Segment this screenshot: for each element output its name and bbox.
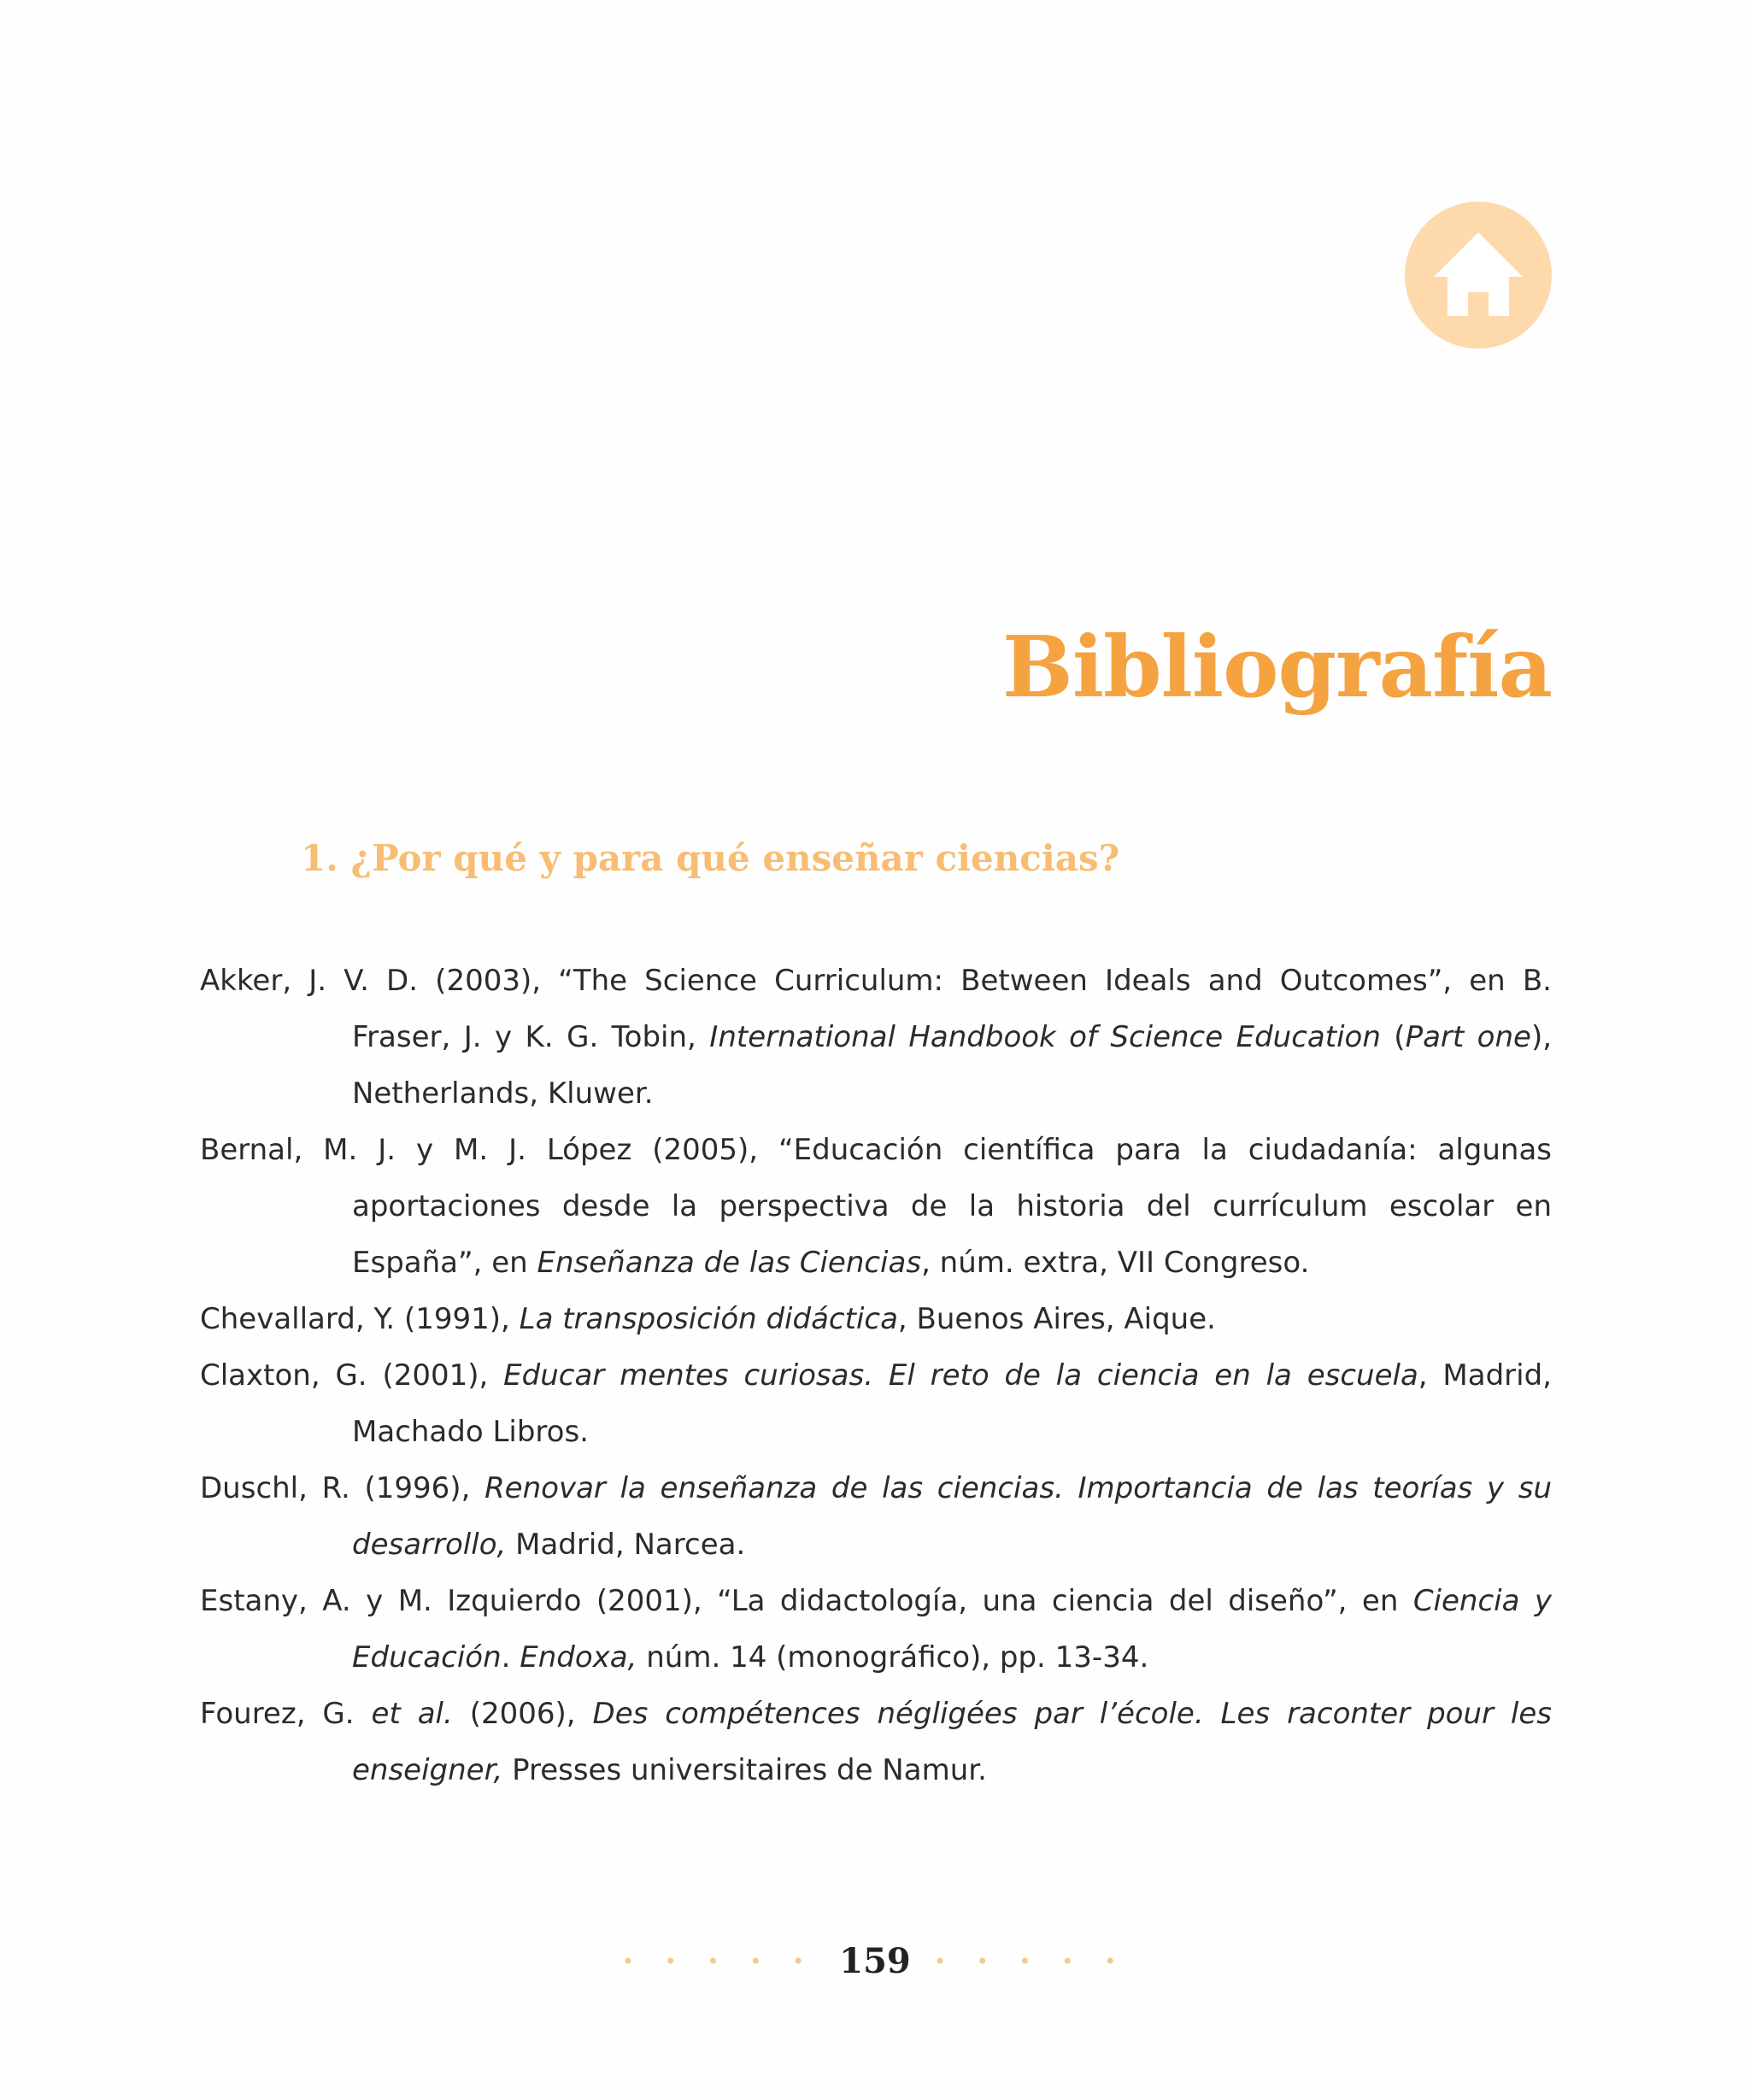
footer-dots-left: • • • • • <box>621 1949 817 1974</box>
reference-text: Presses universitaires de Namur. <box>502 1753 987 1787</box>
reference-entry <box>200 1686 1552 1798</box>
reference-text: , Buenos Aires, Aique. <box>897 1302 1216 1336</box>
page-footer <box>0 1941 1750 1992</box>
reference-title-text: International Handbook of Science Education <box>709 1020 1381 1054</box>
reference-entry <box>200 1291 1552 1347</box>
reference-text: . <box>501 1640 520 1675</box>
reference-text: Fourez, G. <box>200 1697 372 1731</box>
reference-entry <box>200 1460 1552 1573</box>
reference-title-text: Endoxa, <box>520 1640 637 1675</box>
reference-text: Chevallard, Y. (1991), <box>200 1302 520 1336</box>
reference-text: (2006), <box>452 1697 593 1731</box>
reference-entry <box>200 953 1552 1122</box>
reference-text: Madrid, Narcea. <box>506 1528 746 1562</box>
reference-text: ), Netherlands, Kluwer. <box>352 1020 1553 1111</box>
reference-title-text: Renovar la enseñanza de las ciencias. Importancia de las teorías y su desarrollo, <box>352 1471 1553 1562</box>
page-number: 159 <box>839 1941 911 1981</box>
reference-text: Duschl, R. (1996), <box>200 1471 485 1505</box>
reference-title-text: La transposición didáctica <box>519 1302 898 1336</box>
reference-text: Estany, A. y M. Izquierdo (2001), “La didactología, una ciencia del diseño”, en <box>200 1584 1413 1618</box>
page-title: Bibliografía <box>1002 619 1552 717</box>
footer-dots-right: • • • • • <box>933 1949 1129 1974</box>
home-icon <box>1405 202 1552 349</box>
reference-text: núm. 14 (monográfico), pp. 13-34. <box>637 1640 1149 1675</box>
reference-text: Claxton, G. (2001), <box>200 1358 504 1393</box>
reference-text: Bernal, M. J. y M. J. López (2005), “Educación científica para la ciudadanía: algunas aportaciones desde la perspectiva de la historia del currículum escolar en España”, en <box>200 1133 1552 1280</box>
reference-text: , núm. extra, VII Congreso. <box>921 1246 1310 1280</box>
reference-title-text: Enseñanza de las Ciencias <box>537 1246 922 1280</box>
section-title: 1. ¿Por qué y para qué enseñar ciencias? <box>301 837 1120 879</box>
reference-entry <box>200 1347 1552 1460</box>
reference-entry <box>200 1573 1552 1686</box>
reference-text: Akker, J. V. D. (2003), “The Science Curriculum: Between Ideals and Outcomes”, en B. Fraser, J. y K. G. Tobin, <box>200 964 1552 1054</box>
reference-title-text: Des compétences négligées par l’école. Les raconter pour les enseigner, <box>352 1697 1553 1787</box>
reference-list <box>200 953 1552 1798</box>
reference-title-text: Educar mentes curiosas. El reto de la ciencia en la escuela <box>503 1358 1418 1393</box>
reference-text: ( <box>1380 1020 1406 1054</box>
reference-entry <box>200 1122 1552 1291</box>
reference-title-text: Part one <box>1405 1020 1531 1054</box>
reference-title-text: Ciencia y Educación <box>352 1584 1552 1675</box>
home-button[interactable] <box>1405 202 1552 349</box>
reference-text: , Madrid, Machado Libros. <box>352 1358 1552 1449</box>
reference-title-text: et al. <box>371 1697 453 1731</box>
